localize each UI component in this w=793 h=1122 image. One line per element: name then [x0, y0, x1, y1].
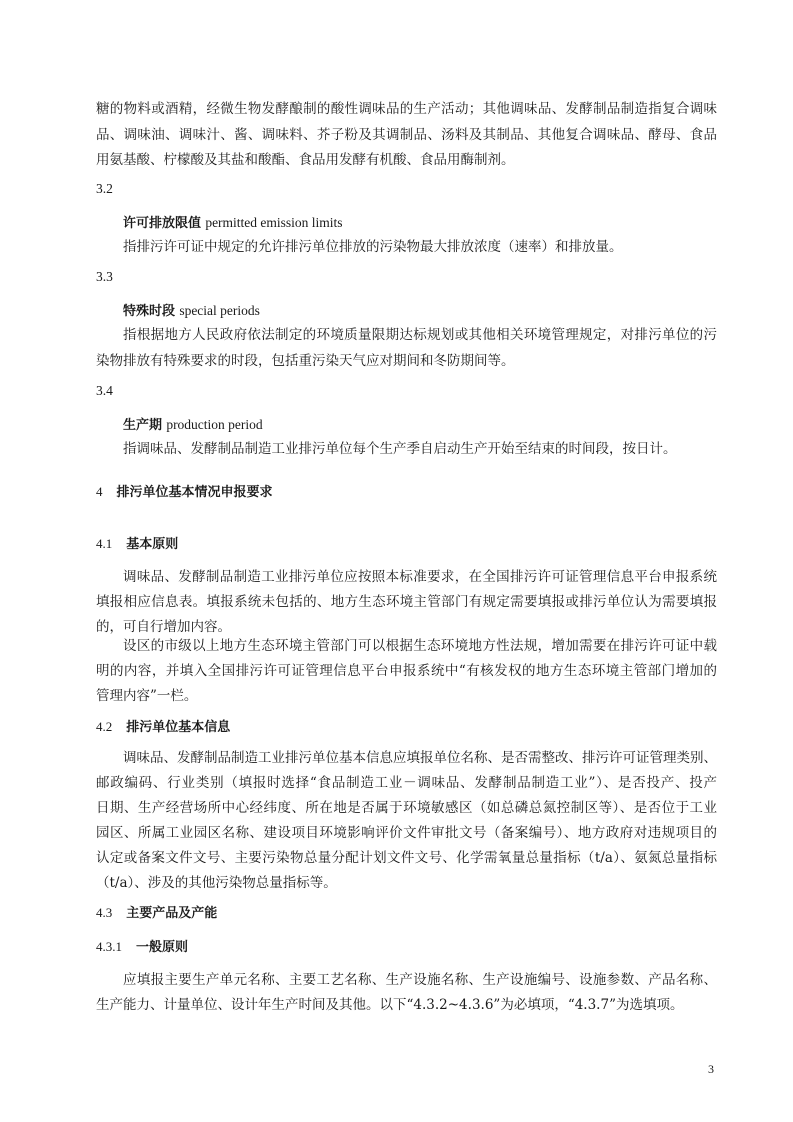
heading-4-number: 4: [96, 484, 103, 499]
term-3-2-en: permitted emission limits: [205, 215, 343, 230]
heading-4-3-number: 4.3: [96, 905, 113, 920]
term-3-3-en: special periods: [179, 303, 260, 318]
term-3-3: [123, 304, 260, 319]
term-3-2: [123, 216, 343, 231]
para-4-2-line-4: 园区、所属工业园区名称、建设项目环境影响评价文件审批文号（备案编号）、地方政府对违规项目的: [96, 825, 717, 841]
heading-4: [96, 485, 273, 499]
para-4-1-1-line-3: 的，可自行增加内容。: [96, 619, 231, 635]
para-4-1-1-line-2: 填报相应信息表。填报系统未包括的、地方生态环境主管部门有规定需要填报或排污单位认为需要填报: [96, 594, 717, 610]
para-4-1-2-line-1: 设区的市级以上地方生态环境主管部门可以根据生态环境地方性法规，增加需要在排污许可证中载: [123, 638, 717, 654]
term-3-2-zh: 许可排放限值: [123, 216, 202, 231]
heading-4-3-1-title: 一般原则: [136, 940, 189, 955]
para-4-2-line-2: 邮政编码、行业类别（填报时选择“食品制造工业－调味品、发酵制品制造工业”）、是否投产、投产: [96, 775, 717, 791]
definition-3-3-line-1: 指根据地方人民政府依法制定的环境质量限期达标规划或其他相关环境管理规定，对排污单位的污: [123, 327, 717, 343]
heading-4-3: [96, 906, 217, 920]
intro-line-1: 糖的物料或酒精，经微生物发酵酿制的酸性调味品的生产活动；其他调味品、发酵制品制造指复合调味: [96, 101, 717, 117]
section-number-3-2: 3.2: [96, 181, 113, 196]
term-3-4-zh: 生产期: [123, 418, 163, 433]
definition-3-3-line-2: 染物排放有特殊要求的时段，包括重污染天气应对期间和冬防期间等。: [96, 353, 515, 369]
para-4-2-line-5: 认定或备案文件文号、主要污染物总量分配计划文件文号、化学需氧量总量指标（t/a）、氨氮总量指标: [96, 850, 717, 866]
heading-4-1-number: 4.1: [96, 536, 113, 551]
definition-3-4: 指调味品、发酵制品制造工业排污单位每个生产季自启动生产开始至结束的时间段，按日计。: [123, 441, 677, 457]
para-4-3-1-line-2: 生产能力、计量单位、设计年生产时间及其他。以下“4.3.2~4.3.6”为必填项，“4.3.7”为选填项。: [96, 997, 684, 1013]
para-4-2-line-1: 调味品、发酵制品制造工业排污单位基本信息应填报单位名称、是否需整改、排污许可证管理类别、: [123, 750, 717, 766]
intro-line-2: 品、调味油、调味汁、酱、调味料、芥子粉及其调制品、汤料及其制品、其他复合调味品、酵母、食品: [96, 127, 717, 143]
term-3-4-en: production period: [166, 417, 263, 432]
heading-4-2-title: 排污单位基本信息: [126, 720, 231, 735]
section-number-3-4: 3.4: [96, 383, 113, 398]
heading-4-2: [96, 720, 230, 734]
para-4-3-1-line-1: 应填报主要生产单元名称、主要工艺名称、生产设施名称、生产设施编号、设施参数、产品名称、: [123, 972, 717, 988]
heading-4-2-number: 4.2: [96, 719, 113, 734]
term-3-3-zh: 特殊时段: [123, 304, 176, 319]
section-number-3-3: 3.3: [96, 269, 113, 284]
para-4-1-2-line-3: 管理内容”一栏。: [96, 688, 198, 704]
heading-4-title: 排污单位基本情况申报要求: [116, 485, 273, 500]
para-4-1-1-line-1: 调味品、发酵制品制造工业排污单位应按照本标准要求，在全国排污许可证管理信息平台申报系统: [123, 569, 717, 585]
para-4-1-2-line-2: 明的内容，并填入全国排污许可证管理信息平台申报系统中“有核发权的地方生态环境主管部门增加的: [96, 663, 717, 679]
heading-4-3-1: [96, 940, 188, 954]
para-4-2-line-6: （t/a）、涉及的其他污染物总量指标等。: [96, 875, 337, 891]
definition-3-2: 指排污许可证中规定的允许排污单位排放的污染物最大排放浓度（速率）和排放量。: [123, 239, 623, 255]
page-number: 3: [708, 1062, 714, 1076]
term-3-4: [123, 418, 263, 433]
intro-line-3: 用氨基酸、柠檬酸及其盐和酸酯、食品用发酵有机酸、食品用酶制剂。: [96, 152, 515, 168]
heading-4-1-title: 基本原则: [126, 537, 179, 552]
heading-4-3-1-number: 4.3.1: [96, 939, 122, 954]
heading-4-3-title: 主要产品及产能: [126, 906, 218, 921]
para-4-2-line-3: 日期、生产经营场所中心经纬度、所在地是否属于环境敏感区（如总磷总氮控制区等）、是否位于工业: [96, 800, 717, 816]
heading-4-1: [96, 537, 178, 551]
